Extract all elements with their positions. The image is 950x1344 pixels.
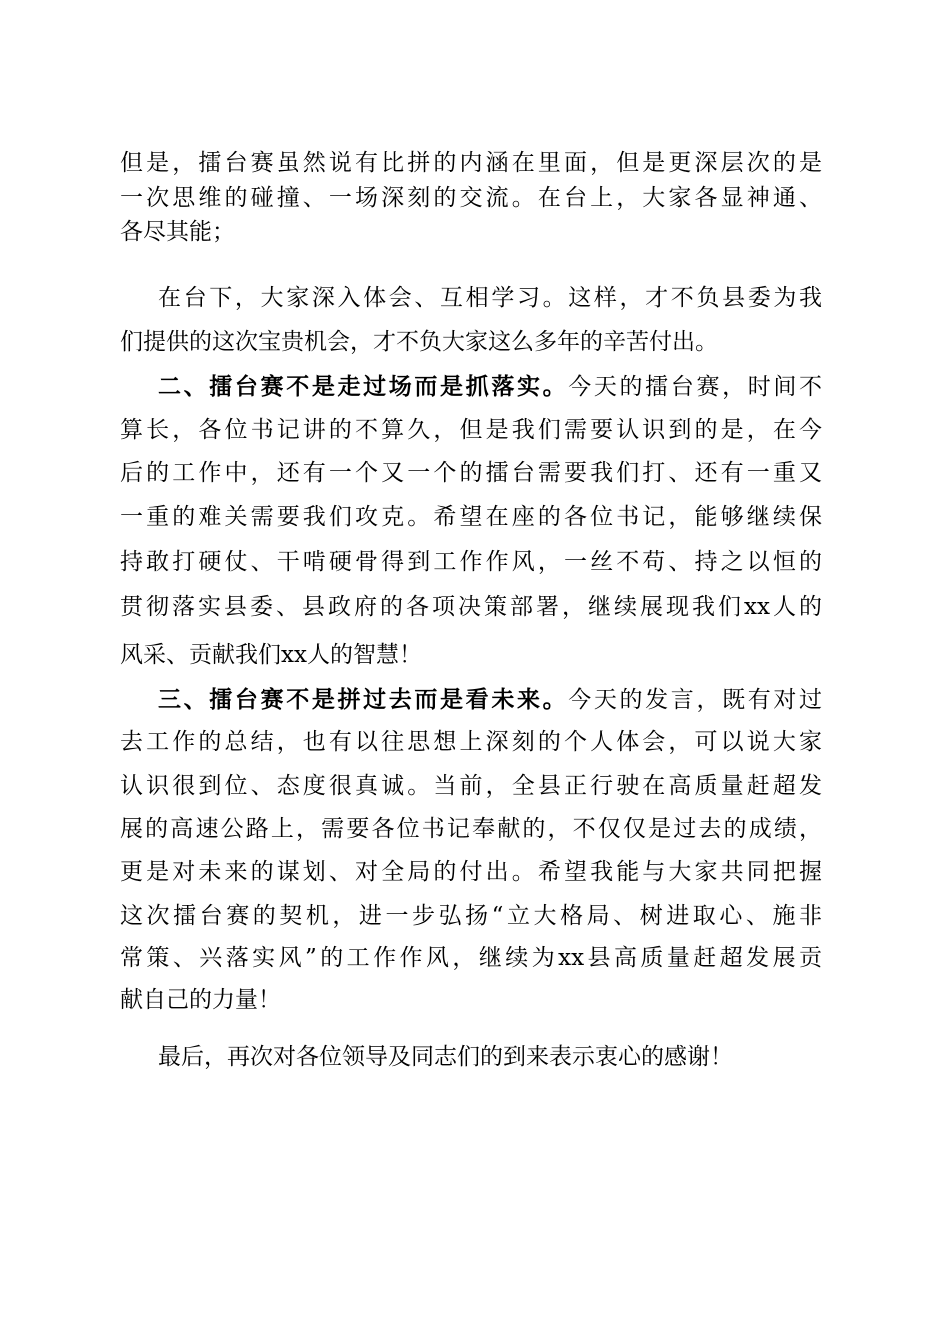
section-line bbox=[158, 372, 822, 402]
text-line: 一次思维的碰撞、一场深刻的交流。在台上，大家各显神通、 bbox=[120, 185, 822, 211]
section-heading: 二、擂台赛不是走过场而是抓落实。 bbox=[158, 373, 569, 400]
text-line: 各尽其能； bbox=[120, 219, 235, 245]
text-line: 认识很到位、态度很真诚。当前，全县正行驶在高质量赶超发 bbox=[120, 773, 822, 799]
text-line: 更是对未来的谋划、对全局的付出。希望我能与大家共同把握 bbox=[120, 859, 822, 885]
text-span: 今天的发言，既有对过 bbox=[568, 687, 823, 713]
text-line: 这次擂台赛的契机，进一步弘扬“立大格局、树进取心、施非 bbox=[120, 903, 822, 929]
text-line: 献自己的力量！ bbox=[120, 987, 281, 1013]
text-line: 一重的难关需要我们攻克。希望在座的各位书记，能够继续保 bbox=[120, 504, 822, 530]
text-line: 展的高速公路上，需要各位书记奉献的，不仅仅是过去的成绩， bbox=[120, 816, 822, 842]
text-line: 们提供的这次宝贵机会，才不负大家这么多年的辛苦付出。 bbox=[120, 329, 718, 355]
text-span: 今天的擂台赛，时间不 bbox=[568, 374, 823, 400]
section-heading: 三、擂台赛不是拼过去而是看未来。 bbox=[158, 686, 569, 713]
section-line bbox=[158, 685, 822, 715]
text-line: 去工作的总结，也有以往思想上深刻的个人体会，可以说大家 bbox=[120, 729, 822, 755]
text-line: 常策、兴落实风”的工作作风，继续为xx县高质量赶超发展贡 bbox=[120, 945, 822, 971]
text-line: 风采、贡献我们xx人的智慧！ bbox=[120, 642, 422, 668]
text-line: 后的工作中，还有一个又一个的擂台需要我们打、还有一重又 bbox=[120, 460, 822, 486]
text-line: 但是，擂台赛虽然说有比拼的内涵在里面，但是更深层次的是 bbox=[120, 150, 822, 176]
text-line: 在台下，大家深入体会、互相学习。这样，才不负县委为我 bbox=[158, 285, 822, 311]
text-line: 算长，各位书记讲的不算久，但是我们需要认识到的是，在今 bbox=[120, 417, 822, 443]
text-line: 最后，再次对各位领导及同志们的到来表示衷心的感谢！ bbox=[158, 1044, 733, 1070]
text-line: 贯彻落实县委、县政府的各项决策部署，继续展现我们xx人的 bbox=[120, 594, 822, 620]
text-line: 持敢打硬仗、干啃硬骨得到工作作风，一丝不苟、持之以恒的 bbox=[120, 549, 822, 575]
